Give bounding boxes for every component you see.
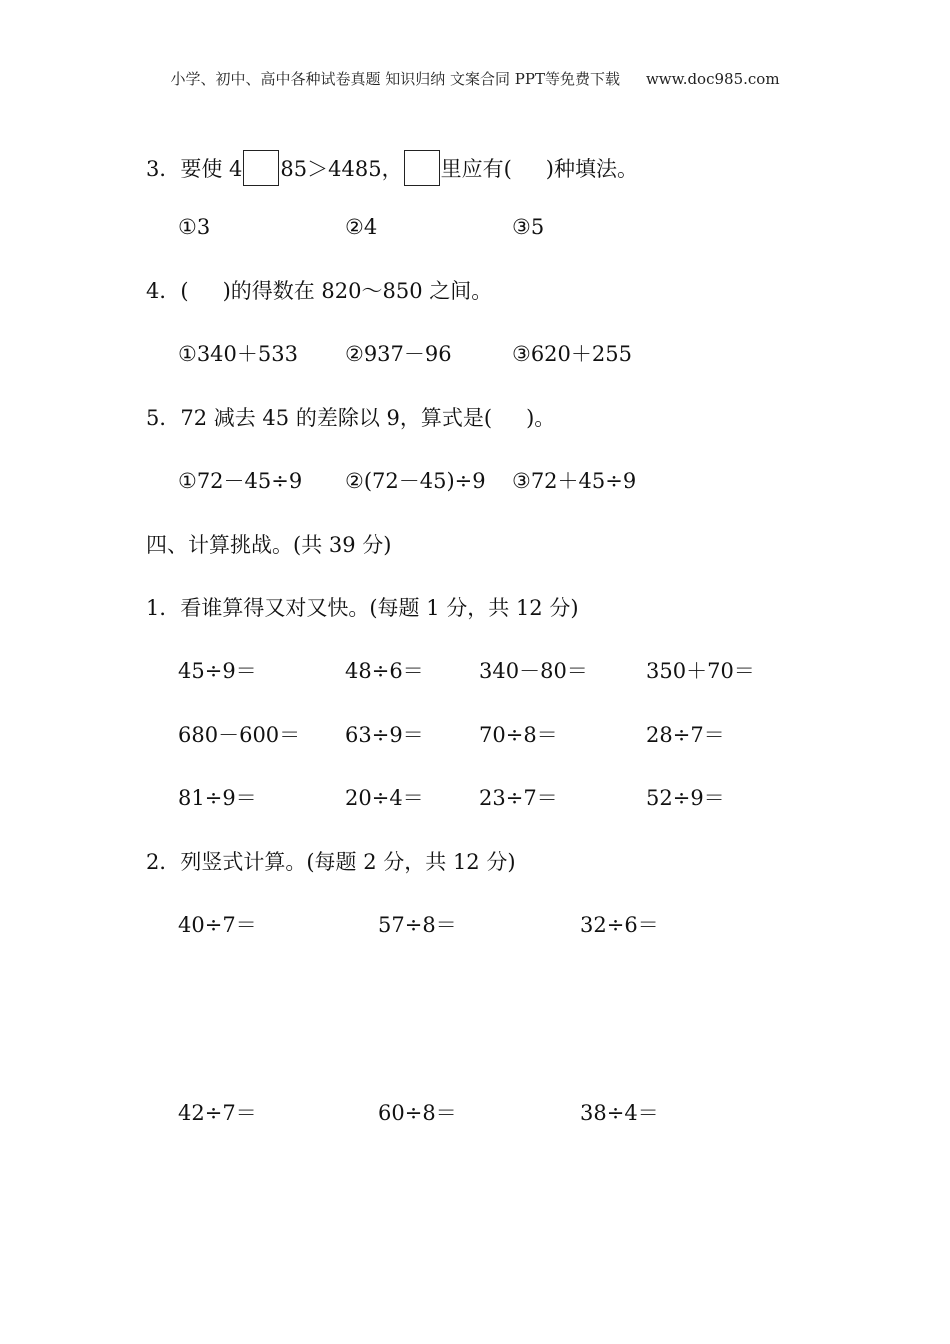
mental-math-problem: 23÷7＝ [479, 786, 558, 810]
question-3 [146, 150, 638, 186]
q3-end: )种填法。 [545, 157, 638, 181]
vertical-calc-problem: 38÷4＝ [580, 1101, 659, 1125]
vertical-calc-problem: 32÷6＝ [580, 913, 659, 937]
mental-math-problem: 70÷8＝ [479, 723, 558, 747]
q4-suffix: )的得数在 820～850 之间。 [222, 279, 493, 303]
mental-math-problem: 340－80＝ [479, 659, 588, 683]
question-5 [146, 404, 555, 432]
question-4 [146, 277, 492, 305]
q3-prefix: 3．要使 4 [146, 157, 243, 181]
vertical-calc-problem: 42÷7＝ [178, 1101, 257, 1125]
q5-option-1[interactable]: ①72－45÷9 [178, 469, 303, 493]
q5-option-3[interactable]: ③72＋45÷9 [512, 469, 637, 493]
mental-math-problem: 28÷7＝ [646, 723, 725, 747]
mental-math-problem: 680－600＝ [178, 723, 301, 747]
answer-box[interactable] [404, 150, 440, 186]
header-url: www.doc985.com [645, 70, 780, 88]
q4-option-1[interactable]: ①340＋533 [178, 342, 298, 366]
mental-math-problem: 63÷9＝ [345, 723, 424, 747]
q5-option-2[interactable]: ②(72－45)÷9 [345, 469, 486, 493]
part-1-title: 1．看谁算得又对又快。(每题 1 分，共 12 分) [146, 596, 579, 620]
q3-option-3[interactable]: ③5 [512, 215, 545, 239]
part-2-title: 2．列竖式计算。(每题 2 分，共 12 分) [146, 850, 516, 874]
mental-math-problem: 45÷9＝ [178, 659, 257, 683]
vertical-calc-problem: 60÷8＝ [378, 1101, 457, 1125]
q3-option-1[interactable]: ①3 [178, 215, 211, 239]
section-4-title: 四、计算挑战。(共 39 分) [146, 533, 392, 557]
vertical-calc-problem: 40÷7＝ [178, 913, 257, 937]
q3-suffix: 里应有( [440, 157, 512, 181]
vertical-calc-problem: 57÷8＝ [378, 913, 457, 937]
q5-prefix: 5．72 减去 45 的差除以 9，算式是( [146, 406, 493, 430]
q4-prefix: 4．( [146, 279, 189, 303]
mental-math-problem: 20÷4＝ [345, 786, 424, 810]
mental-math-problem: 48÷6＝ [345, 659, 424, 683]
page-header [0, 68, 950, 90]
mental-math-problem: 81÷9＝ [178, 786, 257, 810]
q3-option-2[interactable]: ②4 [345, 215, 378, 239]
q5-suffix: )。 [526, 406, 556, 430]
q4-option-2[interactable]: ②937－96 [345, 342, 452, 366]
header-text: 小学、初中、高中各种试卷真题 知识归纳 文案合同 PPT等免费下载 [170, 70, 620, 88]
mental-math-problem: 52÷9＝ [646, 786, 725, 810]
answer-box[interactable] [243, 150, 279, 186]
mental-math-problem: 350＋70＝ [646, 659, 755, 683]
q3-mid: 85＞4485， [280, 157, 403, 181]
q4-option-3[interactable]: ③620＋255 [512, 342, 632, 366]
